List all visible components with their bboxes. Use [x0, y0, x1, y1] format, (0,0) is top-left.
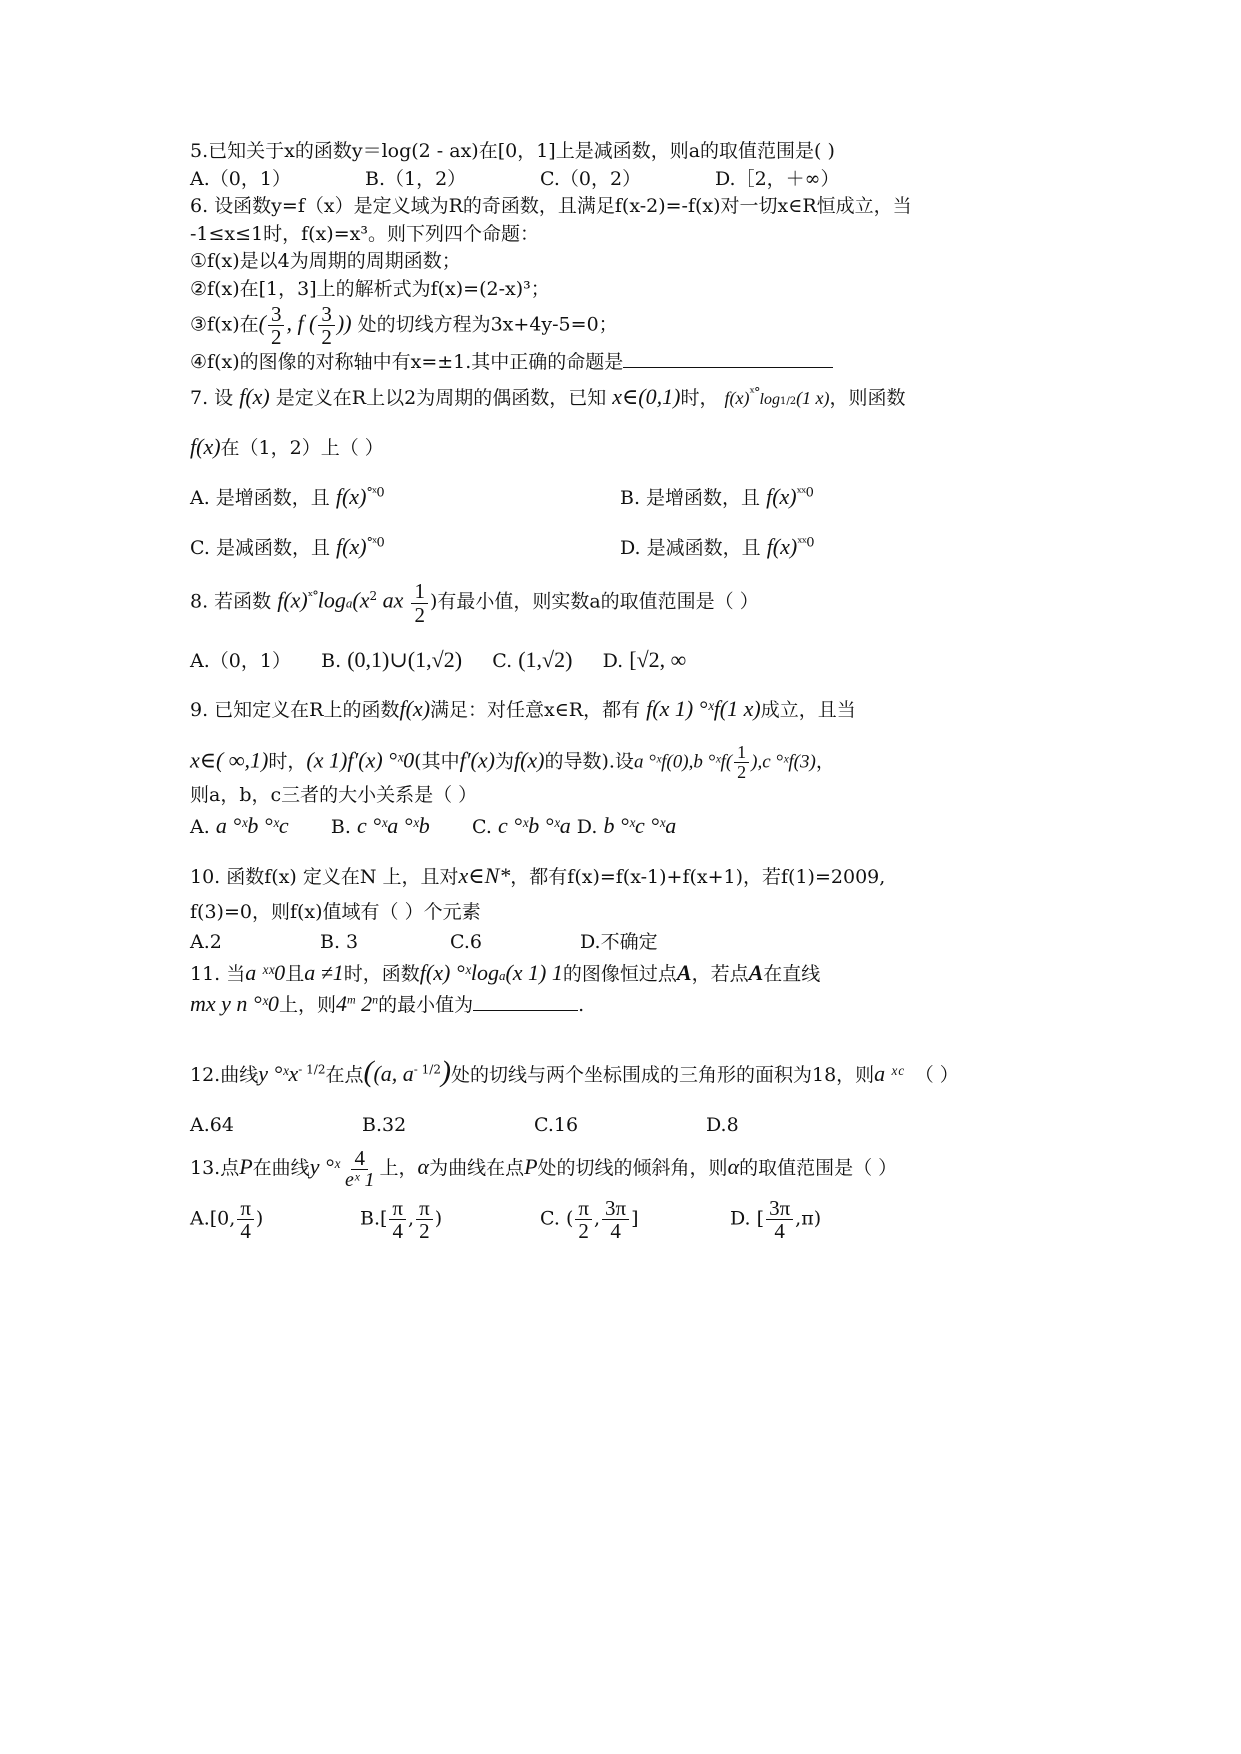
q13-optB-post: ) [434, 1207, 443, 1230]
q13-optA-pre: A.[0, [190, 1207, 236, 1230]
q13-post: 的取值范围是（ ） [739, 1157, 898, 1180]
q6-p3-comma-f: , f ( [286, 310, 317, 336]
frac-num: 1 [734, 743, 749, 763]
q8-optD-math: [√2, ∞ [629, 646, 687, 672]
q9-optA-pre: A. [190, 815, 210, 838]
q9-option-d[interactable] [576, 812, 677, 838]
q11-l1-pre: 11. 当 [190, 962, 246, 985]
q11-l2-dsup: n [372, 993, 379, 1008]
q13-optC-post: ] [631, 1207, 639, 1230]
q8-pre: 8. 若函数 [190, 591, 272, 614]
q7-option-d[interactable] [620, 531, 1050, 563]
q9-l1-post: 成立，且当 [760, 699, 856, 722]
q11-point-a-2: A [748, 959, 764, 985]
q8-post: )有最小值，则实数a的取值范围是（ ） [429, 591, 759, 614]
q9-l2-k: ， [815, 750, 835, 773]
q6-answer-blank[interactable] [623, 348, 833, 368]
q7-cond: x∈(0,1) [612, 383, 681, 409]
q12-option-b[interactable]: B.32 [362, 1113, 407, 1136]
q13-mid3: 为曲线在点 [429, 1157, 525, 1180]
q8-arg2: ax [377, 588, 404, 614]
q9-l2-a: x∈( ∞,1) [190, 747, 269, 773]
q9-stem-line2 [190, 743, 1090, 782]
q6-p3-fraction-1 [268, 303, 285, 348]
q9-option-b[interactable] [330, 812, 430, 838]
q8-option-c[interactable] [492, 646, 573, 672]
q7-logarg: (1 x) [796, 387, 830, 408]
q9-l2-g: f(x) [513, 747, 545, 773]
q7-mid2: 时， [680, 386, 719, 409]
q7-options-row1 [190, 481, 1090, 513]
q6-p3-fraction-2 [318, 303, 335, 348]
q7-mid: 是定义在R上以2为周期的偶函数，已知 [275, 386, 607, 409]
q13-optC-frac1 [575, 1197, 592, 1242]
q11-l2-end: . [578, 994, 585, 1017]
q8-sup: 2 [369, 589, 378, 604]
q13-optA-post: ) [255, 1207, 264, 1230]
q13-mid4: 处的切线的倾斜角，则 [537, 1157, 728, 1180]
q12-big-paren-open: ( [363, 1055, 374, 1089]
frac-num: 3 [268, 303, 285, 326]
q8-option-a[interactable]: A.（0，1） [190, 649, 291, 672]
q9-stem-line3: 则a，b，c三者的大小关系是（ ） [190, 784, 478, 807]
q8-optC-pre: C. [492, 649, 513, 672]
q9-option-a[interactable] [190, 812, 289, 838]
q13-mid: 在曲线 [252, 1157, 310, 1180]
q10-l1-math: x∈N* [458, 862, 511, 888]
q8-optD-pre: D. [602, 649, 624, 672]
q8-half-fraction [411, 580, 428, 625]
frac-den: 2 [270, 325, 282, 350]
q12-eq: y °ˣx [258, 1061, 299, 1087]
frac-num: π [575, 1197, 592, 1220]
q9-l2-d: (其中 [414, 750, 460, 773]
q9-l1-pre: 9. 已知定义在R上的函数 [190, 699, 400, 722]
q13-stem [190, 1147, 1090, 1191]
q6-p3-pre: ③f(x)在 [190, 313, 259, 336]
q11-l2-a: mx y n °ˣ0 [190, 991, 279, 1017]
frac-den: 2 [578, 1219, 589, 1244]
q11-l1-c: a ≠1 [304, 959, 344, 985]
q9-optC-pre: C. [472, 815, 492, 838]
q11-l1-f: (x 1) 1 [505, 959, 563, 985]
q13-optB-frac1 [389, 1197, 406, 1242]
q9-optB-math: c °ˣa °ˣb [356, 812, 430, 838]
frac-den: 2 [414, 602, 425, 627]
q7-post: ，则函数 [829, 386, 906, 409]
q5-stem: 5.已知关于x的函数y＝log(2 - ax)在[0，1]上是减函数，则a的取值范围是( ) [190, 140, 835, 162]
q10-l1-post: ，都有f(x)=f(x-1)+f(x+1)，若f(1)=2009, [510, 865, 886, 888]
q9-l2-c: (x 1)f′(x) °ˣ0 [306, 747, 415, 773]
q13-alpha: α [417, 1154, 430, 1180]
q6-proposition-2: ②f(x)在[1，3]上的解析式为f(x)=(2-x)³； [190, 277, 550, 300]
q13-option-a[interactable] [190, 1197, 360, 1242]
frac-num: π [389, 1197, 406, 1220]
q6-p3-close: )) [336, 310, 352, 336]
q12-option-d[interactable]: D.8 [706, 1113, 739, 1136]
q13-options [190, 1197, 1090, 1242]
q11-stem-line2 [190, 988, 1090, 1020]
frac-den: eˣ 1 [344, 1169, 375, 1192]
q12-eq-sup: - 1/2 [298, 1063, 326, 1078]
q13-option-b[interactable]: B.[ $\frac{\pi}{4}$ , $\frac{\pi}{2}$ ) [360, 1196, 443, 1244]
q9-l2-f: 为 [494, 750, 514, 773]
q13-eq: y °ˣ [309, 1154, 340, 1180]
frac-num: 3π [766, 1197, 793, 1220]
q13-alpha2: α [727, 1154, 740, 1180]
q9-l2-i: a °ˣf(0),b °ˣf( [633, 751, 733, 773]
q6-stem-line1: 6. 设函数y=f（x）是定义域为R的奇函数，且满足f(x-2)=-f(x)对一切x∈R恒成立，当 [190, 195, 912, 218]
exam-page [190, 138, 1090, 1243]
q12-big-paren-close: ) [440, 1055, 451, 1089]
q8-optB-pre: B. [321, 649, 342, 672]
frac-den: 2 [737, 762, 747, 783]
q12-options [190, 1112, 1090, 1140]
q9-l2-j: ),c °ˣf(3) [751, 751, 816, 773]
q7-optA-fx: f(x) [335, 483, 367, 509]
q6-proposition-3 [190, 303, 1090, 348]
q9-option-c[interactable] [472, 812, 571, 838]
frac-den: 2 [321, 325, 332, 350]
q7-optC-fx: f(x) [336, 533, 367, 559]
q9-stem-line1 [190, 693, 1090, 725]
q11-l1-h: ，若点 [691, 962, 749, 985]
q13-optD-pre: D. [ [730, 1207, 765, 1230]
q13-optB-pre: B.[ [360, 1207, 388, 1230]
q8-options [190, 644, 1090, 676]
q7-option-a[interactable] [190, 481, 620, 513]
q13-option-c[interactable]: C. ( $\frac{\pi}{2}$ , $\frac{3\pi}{4}$ ] [540, 1196, 639, 1244]
q13-optC-pre: C. ( [540, 1207, 574, 1230]
q11-l1-a: a ˣˣ0 [245, 959, 286, 985]
q9-optD-pre: D. [576, 815, 598, 838]
q5-option-c[interactable]: C.（0，2） [540, 167, 642, 190]
q11-l1-e: f(x) °ˣlog [419, 959, 499, 985]
frac-den: 4 [610, 1219, 621, 1244]
q11-stem-line1 [190, 957, 1090, 989]
q10-option-b[interactable]: B. 3 [320, 931, 359, 954]
q11-l2-e: 的最小值为 [378, 994, 474, 1017]
q10-options [190, 929, 1090, 957]
q10-stem-line2: f(3)=0，则f(x)值域有（ ）个元素 [190, 901, 481, 924]
q11-l2-b: 上，则 [278, 994, 336, 1017]
q6-p3-post: 处的切线方程为3x+4y-5=0； [357, 313, 618, 336]
q7-optB-fx: f(x) [766, 483, 797, 509]
q12-pt-sup: - 1/2 [413, 1063, 441, 1078]
q12-option-c[interactable]: C.16 [534, 1113, 579, 1136]
q11-l1-g: 的图像恒过点 [562, 962, 677, 985]
q7-optB-tail: ˣˣ0 [796, 485, 813, 501]
q7-junk: ˣ° [749, 385, 760, 401]
q7-optC-tail: °ˣ0 [366, 535, 384, 551]
q11-l1-i: 在直线 [763, 962, 821, 985]
q10-l1-pre: 10. 函数f(x) 定义在N 上，且对 [190, 865, 459, 888]
q8-arg: (x [352, 588, 370, 614]
q7-logbase: 1/2 [779, 395, 797, 407]
q10-stem-line1 [190, 860, 1090, 892]
q7-log: log [759, 390, 780, 408]
q8-junk: ˣ° [307, 589, 318, 605]
q5-option-d[interactable]: D.［2，＋∞） [715, 167, 840, 190]
q8-optB-math: (0,1)∪(1,√2) [347, 646, 463, 672]
q12-mid: 在点 [325, 1064, 364, 1087]
q7-optD-tail: ˣˣ0 [797, 535, 814, 551]
q9-optC-math: c °ˣb °ˣa [497, 812, 571, 838]
q11-l1-d: 时，函数 [343, 962, 420, 985]
q9-l2-b: 时， [268, 750, 307, 773]
q7-stem-line2 [190, 431, 1090, 463]
q7-fx-2: f(x) [190, 433, 221, 459]
q7-options-row2 [190, 531, 1090, 563]
q13-pre: 13.点 [190, 1157, 240, 1180]
q11-l2-c: 4 [335, 991, 347, 1017]
q13-option-d[interactable] [730, 1197, 821, 1242]
q12-stem [190, 1050, 1090, 1094]
q13-optD-post: ,π) [795, 1207, 822, 1230]
q13-mid2: 上， [379, 1157, 418, 1180]
q7-optB-text: B. 是增函数，且 [620, 486, 761, 509]
q11-l2-d: 2 [355, 991, 373, 1017]
q8-log-base: a [345, 596, 353, 612]
q7-option-c[interactable] [190, 531, 620, 563]
q13-optC-frac2 [602, 1197, 629, 1242]
q12-option-a[interactable]: A.64 [190, 1113, 234, 1136]
q7-optD-text: D. 是减函数，且 [620, 536, 761, 559]
frac-num: π [416, 1197, 433, 1220]
q9-l1-eq: f(x 1) °ˣf(1 x) [646, 696, 761, 722]
q8-optC-math: (1,√2) [518, 646, 573, 672]
q12-pre: 12.曲线 [190, 1064, 259, 1087]
q10-option-a[interactable]: A.2 [190, 931, 222, 954]
q13-optA-frac [237, 1197, 254, 1242]
q6-p3-paren: ( [258, 310, 266, 336]
q12-answer-paren[interactable]: （ ） [914, 1064, 959, 1087]
frac-den: 2 [419, 1219, 430, 1244]
q9-optD-math: b °ˣc °ˣa [603, 812, 677, 838]
q5-option-b[interactable]: B.（1，2） [365, 167, 467, 190]
q7-optD-fx: f(x) [766, 533, 798, 559]
frac-num: 3 [318, 303, 335, 326]
q9-optB-pre: B. [330, 815, 351, 838]
q7-l2-post: 在（1，2）上（ ） [220, 436, 384, 459]
q9-l1-fx: f(x) [399, 696, 431, 722]
q11-l1-b: 且 [285, 962, 305, 985]
q9-l2-e: f′(x) [459, 747, 495, 773]
q6-stem-line2: -1≤x≤1时，f(x)=x³。则下列四个命题： [190, 222, 539, 245]
q8-option-d[interactable] [602, 646, 687, 672]
q13-p2: P [524, 1154, 538, 1180]
q11-answer-blank[interactable] [473, 991, 578, 1011]
q7-optA-text: A. 是增函数，且 [190, 486, 330, 509]
q11-point-a: A [676, 959, 692, 985]
q7-stem-line1 [190, 381, 1090, 413]
frac-den: 4 [392, 1219, 403, 1244]
q5-options [190, 166, 1090, 194]
q7-optA-tail: °ˣ0 [366, 485, 384, 501]
q8-log: log [317, 588, 346, 614]
q6-proposition-1: ①f(x)是以4为周期的周期函数； [190, 250, 461, 273]
q6-p4-text: ④f(x)的图像的对称轴中有x=±1.其中正确的命题是 [190, 351, 624, 374]
q5-option-a[interactable]: A.（0，1） [190, 167, 291, 190]
q12-post: 处的切线与两个坐标围成的三角形的面积为18，则 [450, 1064, 875, 1087]
q7-pre: 7. 设 [190, 386, 234, 409]
q10-option-c[interactable]: C.6 [450, 931, 482, 954]
q13-optD-frac1 [766, 1197, 793, 1242]
q12-a: a ˣᶜ [874, 1061, 903, 1087]
frac-num: 4 [351, 1147, 368, 1170]
frac-num: 3π [602, 1197, 629, 1220]
q13-p: P [239, 1154, 253, 1180]
q7-fx-inline: f(x) [724, 387, 750, 408]
q12-pt: (a, a [373, 1061, 414, 1087]
frac-den: 4 [240, 1219, 251, 1244]
q7-option-b[interactable] [620, 481, 1050, 513]
q9-l2-h: 的导数).设 [544, 750, 634, 773]
q8-fx: f(x) [277, 588, 308, 614]
q9-half-fraction [734, 743, 749, 782]
q9-l1-mid: 满足：对任意x∈R，都有 [430, 699, 641, 722]
q8-stem [190, 580, 1090, 625]
q7-optC-text: C. 是减函数，且 [190, 536, 330, 559]
q13-fraction [342, 1147, 378, 1191]
q13-optB-frac2 [416, 1197, 433, 1242]
frac-num: π [237, 1197, 254, 1220]
q11-l1-sub: a [498, 967, 506, 983]
q9-optA-math: a °ˣb °ˣc [215, 812, 289, 838]
q11-l2-csup: m [346, 993, 356, 1008]
q8-option-b[interactable] [321, 646, 463, 672]
q9-options [190, 810, 1090, 842]
q7-fx: f(x) [239, 383, 270, 409]
q6-proposition-4 [190, 348, 1090, 377]
q10-option-d[interactable]: D.不确定 [580, 931, 658, 954]
frac-den: 4 [774, 1219, 785, 1244]
frac-num: 1 [411, 580, 428, 603]
